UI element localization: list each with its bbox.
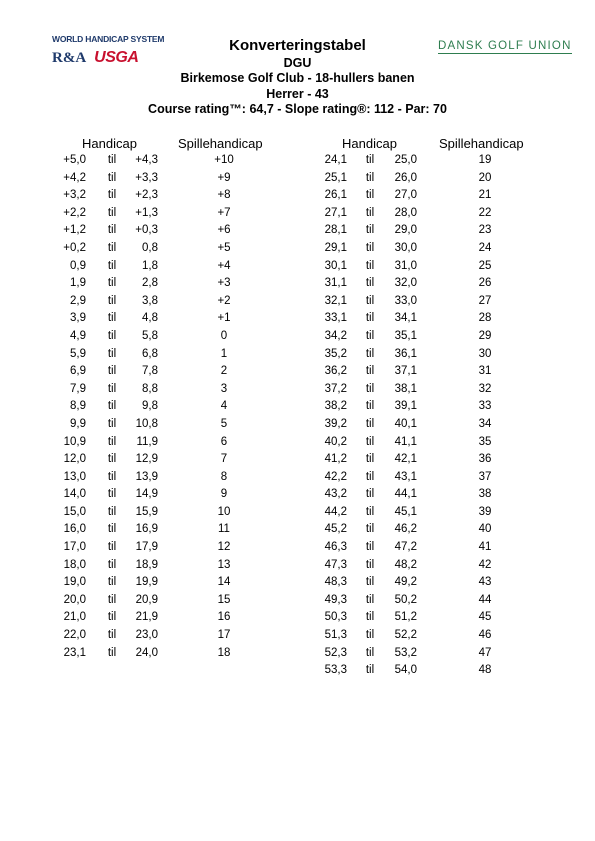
spillehandicap-value: 35 — [478, 435, 492, 448]
spillehandicap-value: 8 — [220, 470, 228, 483]
handicap-to: 45,1 — [394, 505, 417, 518]
til-label: til — [107, 558, 117, 571]
handicap-from: +2,2 — [63, 206, 86, 219]
til-label: til — [365, 470, 375, 483]
ratings-line: Course rating™: 64,7 - Slope rating®: 112 - Par: 70 — [148, 102, 447, 116]
spillehandicap-value: 34 — [478, 417, 492, 430]
handicap-from: +3,2 — [63, 189, 86, 202]
til-label: til — [107, 365, 117, 378]
til-label: til — [365, 523, 375, 536]
handicap-to: 34,1 — [394, 312, 417, 325]
spillehandicap-value: 12 — [217, 541, 231, 554]
handicap-to: 27,0 — [394, 189, 417, 202]
til-label: til — [107, 189, 117, 202]
handicap-from: 15,0 — [63, 505, 86, 518]
spillehandicap-value: 0 — [220, 329, 228, 342]
handicap-to: 46,2 — [394, 523, 417, 536]
spillehandicap-value: 27 — [478, 294, 492, 307]
left-spillehandicap-header: Spillehandicap — [178, 136, 263, 151]
til-label: til — [107, 382, 117, 395]
spillehandicap-value: 2 — [220, 365, 228, 378]
handicap-to: 40,1 — [394, 417, 417, 430]
til-label: til — [365, 189, 375, 202]
handicap-to: 39,1 — [394, 400, 417, 413]
til-label: til — [107, 611, 117, 624]
handicap-from: 28,1 — [324, 224, 347, 237]
til-label: til — [365, 294, 375, 307]
til-label: til — [107, 576, 117, 589]
handicap-to: 49,2 — [394, 576, 417, 589]
spillehandicap-value: 42 — [478, 558, 492, 571]
left-handicap-header: Handicap — [82, 136, 137, 151]
spillehandicap-value: 43 — [478, 576, 492, 589]
handicap-from: +0,2 — [63, 241, 86, 254]
handicap-from: 41,2 — [324, 453, 347, 466]
spillehandicap-value: 24 — [478, 241, 492, 254]
handicap-from: 51,3 — [324, 629, 347, 642]
handicap-to: 1,8 — [142, 259, 158, 272]
handicap-from: 45,2 — [324, 523, 347, 536]
handicap-to: 53,2 — [394, 646, 417, 659]
til-label: til — [365, 206, 375, 219]
til-label: til — [107, 523, 117, 536]
handicap-to: 24,0 — [135, 646, 158, 659]
handicap-from: 13,0 — [63, 470, 86, 483]
spillehandicap-value: 20 — [478, 171, 492, 184]
til-label: til — [107, 488, 117, 501]
handicap-from: 49,3 — [324, 593, 347, 606]
til-label: til — [107, 329, 117, 342]
spillehandicap-value: 48 — [478, 664, 492, 677]
usga-logo: USGA — [94, 49, 139, 66]
til-label: til — [365, 488, 375, 501]
handicap-to: 51,2 — [394, 611, 417, 624]
til-label: til — [107, 347, 117, 360]
til-label: til — [365, 312, 375, 325]
handicap-from: 40,2 — [324, 435, 347, 448]
handicap-to: 6,8 — [142, 347, 158, 360]
handicap-to: 4,8 — [142, 312, 158, 325]
spillehandicap-value: 3 — [220, 382, 228, 395]
til-label: til — [365, 259, 375, 272]
handicap-to: 30,0 — [394, 241, 417, 254]
handicap-to: +4,3 — [135, 154, 158, 166]
til-label: til — [107, 629, 117, 642]
handicap-from: 10,9 — [63, 435, 86, 448]
handicap-to: 15,9 — [135, 505, 158, 518]
til-label: til — [107, 259, 117, 272]
dgu-logo: DANSK GOLF UNION — [438, 40, 572, 52]
spillehandicap-value: 26 — [478, 277, 492, 290]
handicap-to: 23,0 — [135, 629, 158, 642]
handicap-to: 35,1 — [394, 329, 417, 342]
handicap-to: 33,0 — [394, 294, 417, 307]
handicap-from: 33,1 — [324, 312, 347, 325]
handicap-to: +0,3 — [135, 224, 158, 237]
spillehandicap-value: +5 — [217, 241, 231, 254]
page-title: Konverteringstabel — [229, 37, 366, 54]
handicap-to: +1,3 — [135, 206, 158, 219]
spillehandicap-value: 13 — [217, 558, 231, 571]
spillehandicap-value: 22 — [478, 206, 492, 219]
handicap-from: 53,3 — [324, 664, 347, 677]
til-label: til — [365, 417, 375, 430]
handicap-to: 54,0 — [394, 664, 417, 677]
spillehandicap-value: 14 — [217, 576, 231, 589]
handicap-to: 48,2 — [394, 558, 417, 571]
spillehandicap-value: 10 — [217, 505, 231, 518]
til-label: til — [365, 593, 375, 606]
til-label: til — [107, 171, 117, 184]
handicap-from: 0,9 — [70, 259, 86, 272]
handicap-from: 46,3 — [324, 541, 347, 554]
spillehandicap-value: 23 — [478, 224, 492, 237]
til-label: til — [365, 277, 375, 290]
handicap-to: 3,8 — [142, 294, 158, 307]
spillehandicap-value: 40 — [478, 523, 492, 536]
handicap-from: 48,3 — [324, 576, 347, 589]
handicap-to: 10,8 — [135, 417, 158, 430]
handicap-to: 14,9 — [135, 488, 158, 501]
til-label: til — [107, 241, 117, 254]
til-label: til — [107, 294, 117, 307]
handicap-from: 4,9 — [70, 329, 86, 342]
til-label: til — [107, 400, 117, 413]
spillehandicap-value: 19 — [478, 154, 492, 166]
spillehandicap-value: +9 — [217, 171, 231, 184]
spillehandicap-value: +6 — [217, 224, 231, 237]
handicap-from: 30,1 — [324, 259, 347, 272]
spillehandicap-value: +2 — [217, 294, 231, 307]
handicap-from: 1,9 — [70, 277, 86, 290]
til-label: til — [365, 171, 375, 184]
spillehandicap-value: 17 — [217, 629, 231, 642]
handicap-from: 23,1 — [63, 646, 86, 659]
handicap-to: 19,9 — [135, 576, 158, 589]
handicap-to: 7,8 — [142, 365, 158, 378]
spillehandicap-value: 36 — [478, 453, 492, 466]
handicap-to: 11,9 — [136, 435, 158, 448]
spillehandicap-value: +3 — [217, 277, 231, 290]
spillehandicap-value: 30 — [478, 347, 492, 360]
spillehandicap-value: 45 — [478, 611, 492, 624]
til-label: til — [365, 154, 375, 166]
handicap-from: 39,2 — [324, 417, 347, 430]
handicap-to: 9,8 — [142, 400, 158, 413]
handicap-to: 28,0 — [394, 206, 417, 219]
handicap-from: 24,1 — [324, 154, 347, 166]
handicap-to: 42,1 — [394, 453, 417, 466]
spillehandicap-value: 44 — [478, 593, 492, 606]
handicap-from: 19,0 — [63, 576, 86, 589]
handicap-from: 22,0 — [63, 629, 86, 642]
spillehandicap-value: 46 — [478, 629, 492, 642]
spillehandicap-value: +4 — [217, 259, 231, 272]
spillehandicap-value: +8 — [217, 189, 231, 202]
handicap-from: 6,9 — [70, 365, 86, 378]
spillehandicap-value: +1 — [217, 312, 231, 325]
handicap-from: 52,3 — [324, 646, 347, 659]
til-label: til — [365, 558, 375, 571]
til-label: til — [107, 435, 117, 448]
handicap-from: 32,1 — [324, 294, 347, 307]
handicap-to: +3,3 — [135, 171, 158, 184]
handicap-to: 44,1 — [394, 488, 417, 501]
spillehandicap-value: 6 — [220, 435, 228, 448]
spillehandicap-value: 28 — [478, 312, 492, 325]
spillehandicap-value: 31 — [478, 365, 492, 378]
til-label: til — [365, 347, 375, 360]
handicap-from: 47,3 — [324, 558, 347, 571]
spillehandicap-value: 4 — [220, 400, 228, 413]
handicap-from: 43,2 — [324, 488, 347, 501]
til-label: til — [365, 611, 375, 624]
handicap-from: 29,1 — [324, 241, 347, 254]
til-label: til — [107, 470, 117, 483]
spillehandicap-value: 47 — [478, 646, 492, 659]
handicap-from: 37,2 — [324, 382, 347, 395]
spillehandicap-value: 37 — [478, 470, 492, 483]
handicap-to: 12,9 — [135, 453, 158, 466]
club-name: Birkemose Golf Club - 18-hullers banen — [180, 71, 415, 85]
handicap-from: 42,2 — [324, 470, 347, 483]
til-label: til — [107, 593, 117, 606]
handicap-from: 34,2 — [324, 329, 347, 342]
handicap-from: 50,3 — [324, 611, 347, 624]
handicap-from: 38,2 — [324, 400, 347, 413]
whs-logo-text: WORLD HANDICAP SYSTEM — [52, 34, 165, 44]
spillehandicap-value: 11 — [218, 523, 230, 536]
til-label: til — [365, 664, 375, 677]
handicap-to: 25,0 — [394, 154, 417, 166]
category: Herrer - 43 — [266, 87, 329, 101]
handicap-to: 26,0 — [394, 171, 417, 184]
right-spillehandicap-header: Spillehandicap — [439, 136, 524, 151]
handicap-from: 25,1 — [324, 171, 347, 184]
handicap-from: 36,2 — [324, 365, 347, 378]
til-label: til — [365, 329, 375, 342]
handicap-to: 36,1 — [394, 347, 417, 360]
handicap-from: 16,0 — [63, 523, 86, 536]
til-label: til — [365, 435, 375, 448]
til-label: til — [365, 224, 375, 237]
handicap-to: 31,0 — [394, 259, 417, 272]
handicap-to: 50,2 — [394, 593, 417, 606]
spillehandicap-value: 9 — [220, 488, 228, 501]
handicap-from: 14,0 — [63, 488, 86, 501]
spillehandicap-value: 38 — [478, 488, 492, 501]
til-label: til — [365, 505, 375, 518]
spillehandicap-value: 1 — [220, 347, 228, 360]
handicap-from: 7,9 — [70, 382, 86, 395]
handicap-to: 38,1 — [394, 382, 417, 395]
spillehandicap-value: 41 — [478, 541, 492, 554]
handicap-from: 44,2 — [324, 505, 347, 518]
til-label: til — [365, 576, 375, 589]
spillehandicap-value: 15 — [217, 593, 231, 606]
til-label: til — [365, 541, 375, 554]
handicap-from: 31,1 — [324, 277, 347, 290]
handicap-from: +5,0 — [63, 154, 86, 166]
spillehandicap-value: 33 — [478, 400, 492, 413]
ra-logo: R&A — [52, 49, 87, 66]
handicap-from: +4,2 — [63, 171, 86, 184]
til-label: til — [365, 453, 375, 466]
handicap-from: 27,1 — [324, 206, 347, 219]
handicap-from: 26,1 — [324, 189, 347, 202]
handicap-to: 0,8 — [142, 241, 158, 254]
til-label: til — [107, 277, 117, 290]
handicap-from: 21,0 — [63, 611, 86, 624]
org-name: DGU — [283, 56, 312, 70]
spillehandicap-value: 18 — [217, 646, 231, 659]
til-label: til — [107, 206, 117, 219]
til-label: til — [365, 400, 375, 413]
til-label: til — [365, 365, 375, 378]
spillehandicap-value: 16 — [217, 611, 231, 624]
right-handicap-header: Handicap — [342, 136, 397, 151]
handicap-to: 29,0 — [394, 224, 417, 237]
til-label: til — [365, 241, 375, 254]
spillehandicap-value: 25 — [478, 259, 492, 272]
til-label: til — [107, 646, 117, 659]
til-label: til — [365, 382, 375, 395]
handicap-to: 43,1 — [394, 470, 417, 483]
spillehandicap-value: 32 — [478, 382, 492, 395]
handicap-from: 17,0 — [63, 541, 86, 554]
handicap-from: 35,2 — [324, 347, 347, 360]
til-label: til — [107, 417, 117, 430]
til-label: til — [365, 629, 375, 642]
handicap-from: 20,0 — [63, 593, 86, 606]
handicap-from: 18,0 — [63, 558, 86, 571]
til-label: til — [107, 541, 117, 554]
spillehandicap-value: 5 — [220, 417, 228, 430]
spillehandicap-value: 7 — [220, 453, 228, 466]
handicap-to: 52,2 — [394, 629, 417, 642]
handicap-to: 47,2 — [394, 541, 417, 554]
handicap-from: 9,9 — [70, 417, 86, 430]
spillehandicap-value: 39 — [478, 505, 492, 518]
handicap-from: +1,2 — [63, 224, 86, 237]
handicap-to: 8,8 — [142, 382, 158, 395]
handicap-from: 12,0 — [63, 453, 86, 466]
handicap-to: 13,9 — [135, 470, 158, 483]
til-label: til — [107, 312, 117, 325]
handicap-to: 16,9 — [135, 523, 158, 536]
til-label: til — [107, 224, 117, 237]
til-label: til — [107, 453, 117, 466]
spillehandicap-value: +7 — [217, 206, 231, 219]
handicap-to: +2,3 — [135, 189, 158, 202]
spillehandicap-value: +10 — [214, 154, 234, 166]
handicap-to: 17,9 — [135, 541, 158, 554]
spillehandicap-value: 29 — [478, 329, 492, 342]
handicap-to: 20,9 — [135, 593, 158, 606]
handicap-to: 41,1 — [394, 435, 417, 448]
til-label: til — [365, 646, 375, 659]
handicap-to: 2,8 — [142, 277, 158, 290]
handicap-to: 32,0 — [394, 277, 417, 290]
handicap-from: 3,9 — [70, 312, 86, 325]
handicap-from: 5,9 — [70, 347, 86, 360]
handicap-from: 8,9 — [70, 400, 86, 413]
spillehandicap-value: 21 — [478, 189, 492, 202]
til-label: til — [107, 154, 117, 166]
handicap-to: 37,1 — [394, 365, 417, 378]
handicap-to: 5,8 — [142, 329, 158, 342]
handicap-to: 18,9 — [135, 558, 158, 571]
handicap-to: 21,9 — [135, 611, 158, 624]
til-label: til — [107, 505, 117, 518]
handicap-from: 2,9 — [70, 294, 86, 307]
